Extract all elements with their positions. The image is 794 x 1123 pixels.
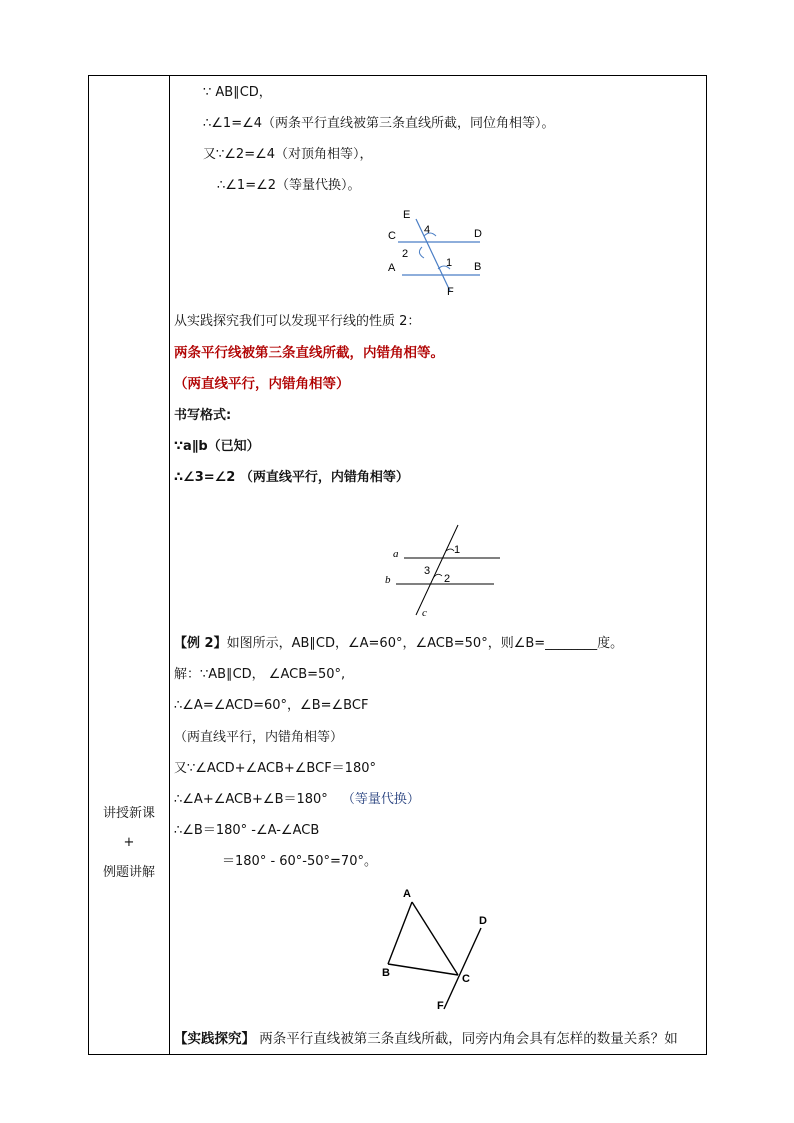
- solution-line2: ∴∠A=∠ACD=60°，∠B=∠BCF: [174, 698, 369, 713]
- example2-label: 【例 2】: [174, 636, 227, 651]
- example2-question-row: [174, 635, 623, 653]
- fig1-angle-4: 4: [424, 224, 431, 236]
- fig3-label-A: A: [403, 888, 411, 900]
- practice-row: [174, 1030, 678, 1048]
- proof1-line4: ∴∠1=∠2（等量代换）。: [217, 178, 361, 193]
- proof1-line2: ∴∠1=∠4（两条平行直线被第三条直线所截，同位角相等）。: [203, 116, 555, 131]
- fig1-label-D: D: [474, 228, 482, 240]
- fig1-label-B: B: [474, 261, 482, 273]
- fig1-label-C: C: [388, 230, 396, 242]
- format-given: ∵a∥b（已知）: [174, 439, 260, 454]
- practice-text: 两条平行直线被第三条直线所截，同旁内角会具有怎样的数量关系？如: [255, 1031, 678, 1047]
- fig3-label-B: B: [382, 967, 390, 979]
- fig2-angle-2: 2: [444, 573, 451, 585]
- section-label-line3: 例题讲解: [102, 865, 155, 880]
- property-statement: 两条平行线被第三条直线所截，内错角相等。: [174, 345, 444, 361]
- section-label-line1: 讲授新课: [102, 806, 155, 821]
- format-conclusion: ∴∠3=∠2 （两直线平行，内错角相等）: [174, 470, 409, 485]
- solution-line6: ∴∠B＝180° -∠A-∠ACB: [174, 823, 320, 838]
- fig2-angle-3: 3: [424, 565, 431, 577]
- fig2-label-c: c: [422, 607, 427, 619]
- figure-parallel-lines-1: [380, 203, 500, 299]
- fig1-label-F: F: [447, 286, 454, 298]
- proof1-line1: ∵ AB∥CD，: [203, 85, 272, 100]
- property-intro: 从实践探究我们可以发现平行线的性质 2：: [174, 314, 421, 329]
- fig3-label-F: F: [437, 1000, 444, 1012]
- fig1-angle-2: 2: [402, 248, 409, 260]
- section-label-line2: +: [123, 835, 135, 850]
- solution-line1: 解：∵AB∥CD， ∠ACB=50°,: [174, 667, 346, 682]
- figure-triangle: [374, 883, 498, 1019]
- figure-parallel-lines-2: [382, 523, 506, 621]
- solution-line3: （两直线平行，内错角相等）: [174, 730, 344, 745]
- format-title: 书写格式:: [174, 408, 232, 423]
- fig2-angle-1: 1: [454, 544, 461, 556]
- fig2-label-b: b: [385, 574, 391, 586]
- fig2-label-a: a: [393, 548, 399, 560]
- solution-line5-main: ∴∠A+∠ACB+∠B＝180°: [174, 792, 328, 807]
- solution-line7: ＝180° - 60°-50°=70°。: [222, 854, 377, 869]
- example2-question: 如图所示，AB∥CD，∠A=60°，∠ACB=50°，则∠B=________度。: [226, 636, 624, 651]
- property-short-form: （两直线平行，内错角相等）: [174, 376, 350, 392]
- solution-line4: 又∵∠ACD+∠ACB+∠BCF＝180°: [174, 761, 376, 776]
- proof1-line3: 又∵∠2=∠4（对顶角相等），: [203, 147, 373, 162]
- solution-line5: [174, 791, 420, 809]
- practice-label: 【实践探究】: [174, 1031, 255, 1047]
- column-divider: [169, 76, 170, 1054]
- solution-line5-reason: （等量代换）: [341, 792, 420, 807]
- fig1-label-E: E: [403, 209, 411, 221]
- fig1-label-A: A: [388, 262, 396, 274]
- fig1-angle-1: 1: [446, 257, 453, 269]
- fig3-label-C: C: [462, 973, 470, 985]
- fig3-label-D: D: [479, 915, 487, 927]
